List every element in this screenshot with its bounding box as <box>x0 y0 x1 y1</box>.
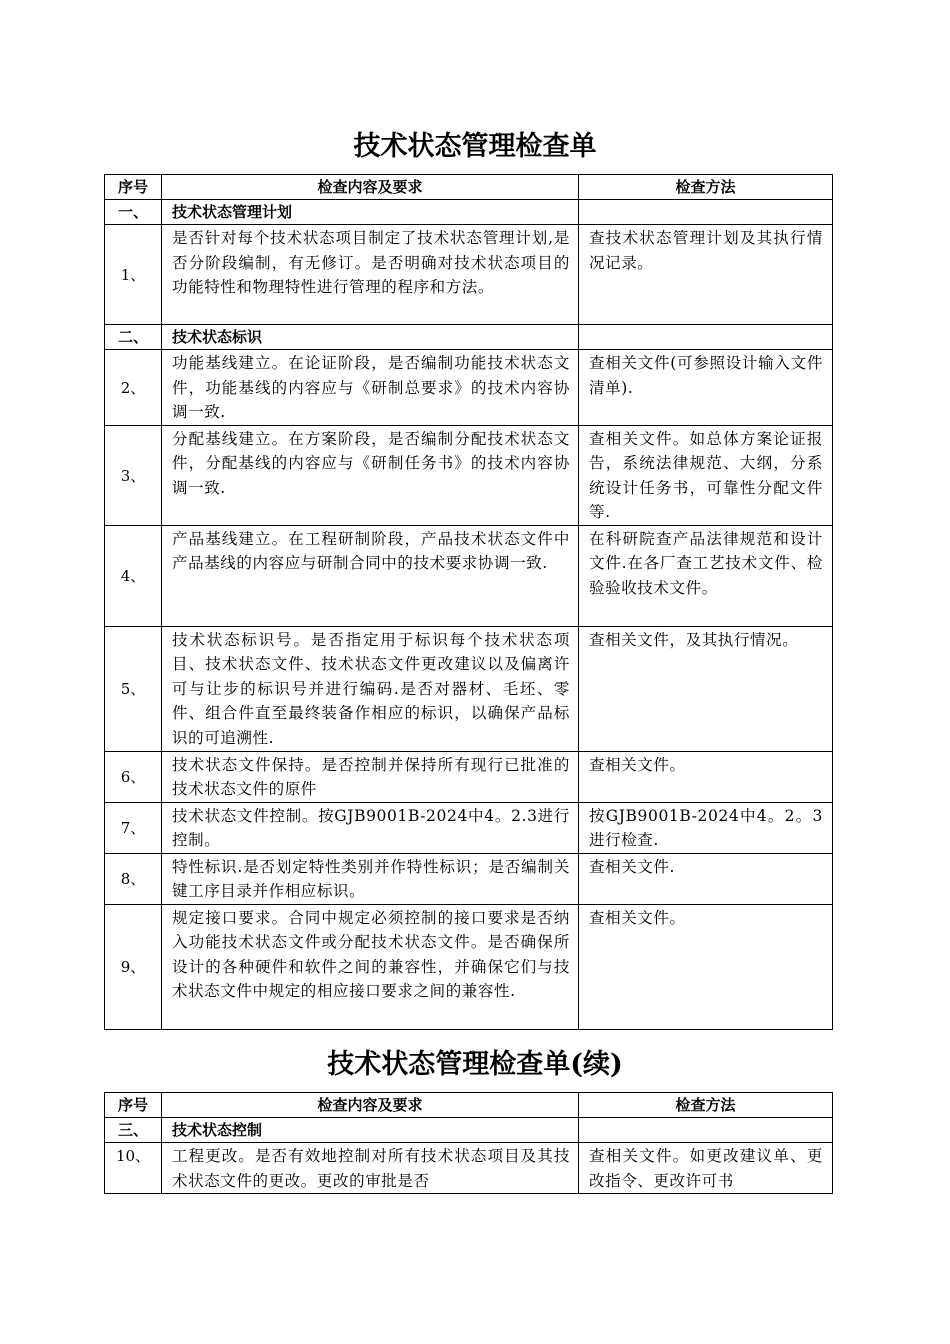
table-row <box>105 525 833 626</box>
table-row <box>105 225 833 325</box>
section-method-cell <box>579 325 833 350</box>
item-method: 查技术状态管理计划及其执行情况记录。 <box>579 225 833 325</box>
section-row <box>105 200 833 225</box>
item-number: 4、 <box>105 525 162 626</box>
item-number: 1、 <box>105 225 162 325</box>
item-content: 特性标识.是否划定特性类别并作特性标识；是否编制关键工序目录并作相应标识。 <box>162 853 579 904</box>
section-method-cell <box>579 200 833 225</box>
item-number: 2、 <box>105 350 162 426</box>
item-method: 查相关文件。 <box>579 904 833 1029</box>
header-method: 检查方法 <box>579 1093 833 1118</box>
item-method: 查相关文件，及其执行情况。 <box>579 626 833 751</box>
item-method: 查相关文件。如更改建议单、更改指令、更改许可书 <box>579 1143 833 1194</box>
table-row <box>105 626 833 751</box>
section-title: 技术状态标识 <box>162 325 579 350</box>
section-method-cell <box>579 1118 833 1143</box>
header-seq: 序号 <box>105 175 162 200</box>
section-row <box>105 325 833 350</box>
item-content: 技术状态文件保持。是否控制并保持所有现行已批准的技术状态文件的原件 <box>162 751 579 802</box>
checklist-table-continued <box>104 1092 833 1194</box>
table-row <box>105 904 833 1029</box>
page-title: 技术状态管理检查单 <box>353 131 597 162</box>
item-method: 查相关文件。如总体方案论证报告，系统法律规范、大纲，分系统设计任务书，可靠性分配文件等. <box>579 425 833 525</box>
section-row <box>105 1118 833 1143</box>
item-number: 5、 <box>105 626 162 751</box>
item-method: 查相关文件. <box>579 853 833 904</box>
item-content: 分配基线建立。在方案阶段，是否编制分配技术状态文件，分配基线的内容应与《研制任务书》的技术内容协调一致. <box>162 425 579 525</box>
table-header-row <box>105 1093 833 1118</box>
header-seq: 序号 <box>105 1093 162 1118</box>
table-row <box>105 350 833 426</box>
item-content: 是否针对每个技术状态项目制定了技术状态管理计划,是否分阶段编制，有无修订。是否明确对技术状态项目的功能特性和物理特性进行管理的程序和方法。 <box>162 225 579 325</box>
item-number: 8、 <box>105 853 162 904</box>
item-number: 10、 <box>105 1143 162 1194</box>
table-row <box>105 1143 833 1194</box>
item-content: 工程更改。是否有效地控制对所有技术状态项目及其技术状态文件的更改。更改的审批是否 <box>162 1143 579 1194</box>
table-row <box>105 751 833 802</box>
table-row <box>105 802 833 853</box>
item-number: 7、 <box>105 802 162 853</box>
item-content: 功能基线建立。在论证阶段，是否编制功能技术状态文件，功能基线的内容应与《研制总要求》的技术内容协调一致. <box>162 350 579 426</box>
item-method: 按GJB9001B-2024中4。2。3进行检查. <box>579 802 833 853</box>
item-method: 查相关文件(可参照设计输入文件清单). <box>579 350 833 426</box>
section-number: 三、 <box>105 1118 162 1143</box>
item-method: 在科研院查产品法律规范和设计文件.在各厂查工艺技术文件、检验验收技术文件。 <box>579 525 833 626</box>
item-number: 9、 <box>105 904 162 1029</box>
item-number: 3、 <box>105 425 162 525</box>
table-row <box>105 425 833 525</box>
item-content: 规定接口要求。合同中规定必须控制的接口要求是否纳入功能技术状态文件或分配技术状态文件。是否确保所设计的各种硬件和软件之间的兼容性，并确保它们与技术状态文件中规定的相应接口要求之间的兼容性. <box>162 904 579 1029</box>
item-number: 6、 <box>105 751 162 802</box>
page-title-continued: 技术状态管理检查单(续) <box>327 1049 623 1080</box>
item-content: 技术状态文件控制。按GJB9001B-2024中4。2.3进行控制。 <box>162 802 579 853</box>
section-number: 二、 <box>105 325 162 350</box>
table-header-row <box>105 175 833 200</box>
item-content: 技术状态标识号。是否指定用于标识每个技术状态项目、技术状态文件、技术状态文件更改建议以及偏离许可与让步的标识号并进行编码.是否对器材、毛坯、零件、组合件直至最终装备作相应的标识，以确保产品标识的可追溯性. <box>162 626 579 751</box>
item-content: 产品基线建立。在工程研制阶段，产品技术状态文件中产品基线的内容应与研制合同中的技术要求协调一致. <box>162 525 579 626</box>
header-method: 检查方法 <box>579 175 833 200</box>
section-number: 一、 <box>105 200 162 225</box>
item-method: 查相关文件。 <box>579 751 833 802</box>
section-title: 技术状态控制 <box>162 1118 579 1143</box>
checklist-table <box>104 174 833 1030</box>
header-content: 检查内容及要求 <box>162 1093 579 1118</box>
section-title: 技术状态管理计划 <box>162 200 579 225</box>
table-row <box>105 853 833 904</box>
header-content: 检查内容及要求 <box>162 175 579 200</box>
